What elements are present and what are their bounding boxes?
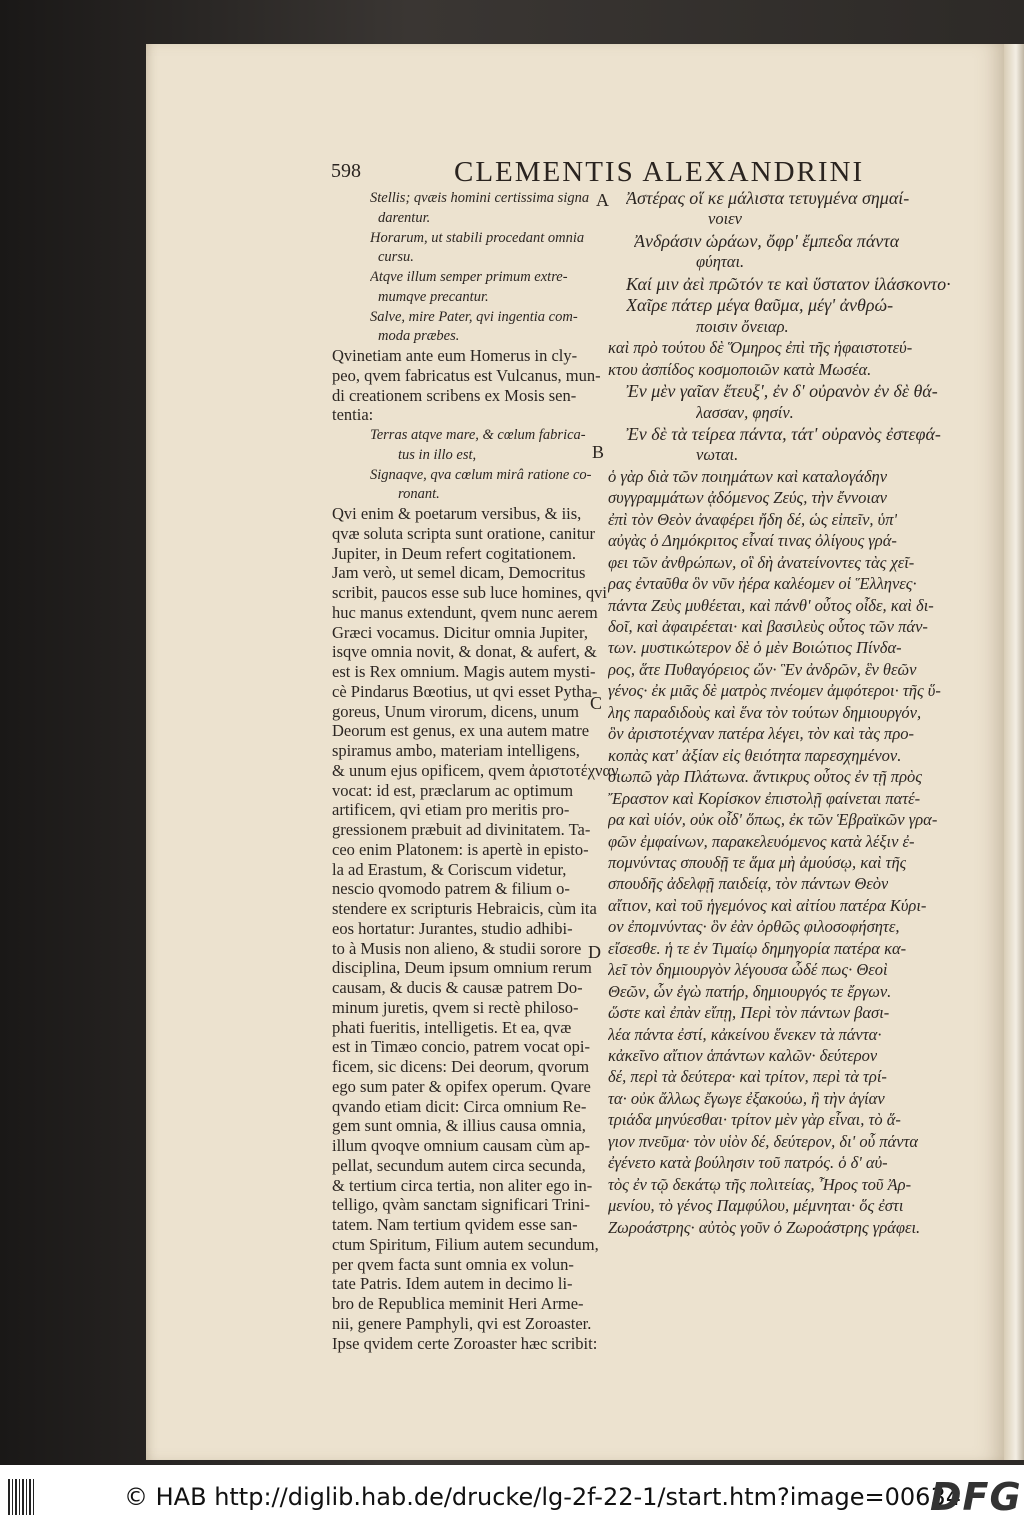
latin-text-line: Jam verò, ut semel dicam, Democritus [332, 563, 586, 583]
greek-text-line: ἐγένετο κατὰ βούλησιν τοῦ πατρός. ὁ δ' αὐ- [608, 1153, 888, 1173]
latin-text-line: & tertium circa tertia, non aliter ego in- [332, 1175, 593, 1195]
latin-text-line: ronant. [398, 486, 440, 503]
latin-text-line: Qvi enim & poetarum versibus, & iis, [332, 504, 582, 523]
greek-text-line: πάντα Ζεὺς μυθέεται, καὶ πάνθ' οὗτος οἶδε, καὶ δι- [608, 595, 934, 615]
greek-text-line: σπουδῆς ἀδελφῇ παιδείᾳ, τὸν πάντων Θεὸν [608, 874, 889, 894]
latin-text-line: vocat: id est, præclarum ac optimum [332, 780, 574, 800]
margin-marker-c: C [590, 693, 603, 713]
greek-text-line: τα· οὐκ ἄλλως ἔγωγε ἐξακούω, ἢ τὴν ἁγίαν [608, 1088, 885, 1108]
greek-text-line: ον ἐπομνύντας· ὃν ἐὰν ὀρθῶς φιλοσοφήσητε, [608, 917, 900, 937]
latin-text-line: qvando etiam dicit: Circa omnium Re- [332, 1096, 587, 1116]
latin-text-line: ctum Spiritum, Filium autem secundum, [332, 1234, 599, 1254]
latin-text-line: tentia: [332, 405, 374, 425]
latin-text-line: spiramus ambo, materiam intelligens, [332, 741, 580, 760]
greek-text-line: πομνύντας σπουδῇ τε ἅμα μὴ ἀμούσῳ, καὶ τῆς [608, 852, 907, 872]
greek-text-line: ρας ἐνταῦθα ὃν νῦν ἠέρα καλέομεν οἱ Ἕλληνες· [608, 574, 917, 594]
latin-text-line: Ipse qvidem certe Zoroaster hæc scribit: [332, 1333, 598, 1353]
latin-text-line: tatem. Nam tertium qvidem esse san- [332, 1215, 578, 1234]
latin-text-line: & unum ejus opificem, qvem ἀριστοτέχναν [332, 760, 619, 780]
running-title: CLEMENTIS ALEXANDRINI [454, 156, 865, 188]
greek-text-line: λέα πάντα ἐστί, κἀκείνου ἕνεκεν τὰ πάντα· [608, 1024, 882, 1044]
greek-text-line: κτου ἀσπίδος κοσμοποιῶν κατὰ Μωσέα. [608, 359, 872, 379]
latin-text-line: Signaqve, qva cœlum mirâ ratione co- [370, 466, 592, 483]
greek-text-line: σιωπῶ γὰρ Πλάτωνα. ἄντικρυς οὗτος ἐν τῇ πρὸς [608, 767, 922, 787]
greek-text-line: αὐγὰς ὁ Δημόκριτος εἶναί τινας ὀλίγους γρά- [608, 531, 897, 551]
greek-text-line: Ἐν μὲν γαῖαν ἔτευξ', ἐν δ' οὐρανὸν ἐν δὲ θά- [626, 381, 938, 402]
latin-text-line: nescio qvomodo patrem & filium o- [332, 879, 570, 899]
latin-text-line: tate Patris. Idem autem in decimo li- [332, 1274, 573, 1294]
latin-text-line: scribit, paucos esse sub luce homines, qvi [332, 583, 607, 602]
greek-text-line: κοπὰς κατ' ἀξίαν εἰς θειότητα παρεσχημένον. [608, 745, 902, 765]
latin-text-line: moda præbes. [378, 328, 460, 345]
latin-text-line: cè Pindarus Bœotius, ut qvi esset Pytha- [332, 681, 598, 701]
latin-text-line: telligo, qvàm sanctam significari Trini- [332, 1195, 591, 1215]
latin-text-line: isqve omnia novit, & donat, & aufert, & [332, 642, 597, 662]
latin-text-line: la ad Erastum, & Coriscum videtur, [332, 859, 567, 879]
latin-text-line: ego sum pater & opifex operum. Qvare [332, 1076, 591, 1096]
latin-text-line: Jupiter, in Deum refert cogitationem. [332, 543, 577, 563]
latin-text-line: darentur. [378, 209, 431, 226]
dfg-logo: DFG [930, 1475, 1022, 1519]
margin-marker-d: D [588, 942, 601, 962]
latin-text-line: disciplina, Deum ipsum omnium rerum [332, 958, 592, 978]
latin-text-line: Terras atqve mare, & cœlum fabrica- [370, 427, 586, 443]
latin-text-line: Salve, mire Pater, qvi ingentia com- [370, 308, 578, 325]
greek-text-line: ρος, ἅτε Πυθαγόρειος ὤν· Ἓν ἀνδρῶν, ἓν θεῶν [608, 659, 917, 679]
greek-text-line: εἴσεσθε. ἡ τε ἐν Τιμαίῳ δημηγορία πατέρα κα- [608, 938, 907, 958]
page-number: 598 [331, 160, 361, 182]
greek-text-line: Χαῖρε πάτερ μέγα θαῦμα, μέγ' ἀνθρώ- [626, 295, 894, 316]
greek-text-line: ἐπὶ τὸν Θεὸν ἀναφέρει ἤδη δέ, ὡς εἰπεῖν, ὑπ' [608, 509, 898, 529]
latin-text-line: to à Musis non alieno, & studii sorore [332, 938, 582, 958]
greek-text-line: λασσαν, φησίν. [696, 402, 794, 422]
latin-text-line: est in Timæo concio, patrem vocat opi- [332, 1037, 591, 1057]
latin-text-line: eos hortatur: Jurantes, studio adhibi- [332, 918, 573, 938]
greek-text-line: λεῖ τὸν δημιουργὸν λέγουσα ὧδέ πως· Θεοὶ [608, 960, 888, 980]
latin-text-line: illum qvoqve omnium causam cùm ap- [332, 1136, 590, 1155]
latin-text-line: pellat, secundum autem circa secunda, [332, 1155, 586, 1175]
copyright-url[interactable]: © HAB http://diglib.hab.de/drucke/lg-2f-22-1/start.htm?image=00634 [124, 1483, 961, 1511]
latin-text-line: gressionem præbuit ad divinitatem. Ta- [332, 820, 591, 839]
greek-text-line: λης παραδιδοὺς καὶ ἕνα τὸν τούτων δημιουργόν, [608, 702, 922, 722]
barcode-icon [8, 1479, 36, 1515]
latin-text-line: ceo enim Platonem: is apertè in episto- [332, 839, 589, 859]
greek-text-line: Ἐν δὲ τὰ τείρεα πάντα, τάτ' οὐρανὸς ἐστεφά- [626, 423, 941, 444]
greek-text-line: νωται. [696, 445, 739, 465]
greek-text-line: καὶ πρὸ τούτου δὲ Ὅμηρος ἐπὶ τῆς ἡφαιστοτεύ- [608, 338, 913, 358]
latin-text-line: Græci vocamus. Dicitur omnia Jupiter, [332, 622, 588, 642]
latin-text-line: huc manus extendunt, qvem nunc aerem [332, 602, 598, 622]
greek-text-line: γένος· ἐκ μιᾶς δὲ ματρὸς πνέομεν ἀμφότεροι· τῆς ὕ- [608, 681, 941, 701]
latin-text-line: phati fueritis, intelligetis. Et ea, qvæ [332, 1017, 572, 1037]
latin-text-line: qvæ soluta scripta sunt oratione, canitur [332, 523, 596, 543]
latin-text-line: tus in illo est, [398, 446, 477, 463]
latin-text-line: Stellis; qvæis homini certissima signa [370, 190, 590, 206]
latin-text-line: goreus, Unum virorum, dicens, unum [332, 701, 580, 721]
greek-text-line: Ἀνδράσιν ὡράων, ὄφρ' ἔμπεδα πάντα [634, 230, 900, 251]
greek-text-line: φει τῶν ἀνθρώπων, οἳ δὴ ἀνατείνοντες τὰς χεῖ- [608, 552, 915, 572]
latin-text-line: bro de Republica meminit Heri Arme- [332, 1294, 584, 1313]
greek-text-line: Καί μιν ἀεὶ πρῶτόν τε καὶ ὕστατον ἱλάσκοντο· [626, 273, 951, 294]
greek-text-line: νοιεν [708, 209, 742, 229]
greek-text-line: ὃν ἀριστοτέχναν πατέρα λέγει, τὸν καὶ τὰς προ- [608, 724, 914, 744]
greek-text-line: μενίου, τὸ γένος Παμφύλου, μέμνηται· ὅς ἐστι [608, 1196, 904, 1216]
greek-text-line: ρα καὶ υἱόν, οὐκ οἶδ' ὅπως, ἐκ τῶν Ἑβραϊκῶν γρα- [608, 810, 938, 830]
page-header [331, 156, 1011, 190]
latin-text-line: mumqve precantur. [378, 288, 489, 305]
latin-text-line: est is Rex omnium. Magis autem mysti- [332, 662, 596, 681]
greek-text-line: ποισιν ὄνειαρ. [696, 316, 789, 336]
latin-text-line: ficem, sic dicens: Dei deorum, qvorum [332, 1057, 590, 1076]
latin-text-line: causam, & ducis & causæ patrem Do- [332, 978, 583, 997]
latin-text-line: gem sunt omnia, & illius causa omnia, [332, 1116, 586, 1136]
margin-marker-a: A [596, 190, 609, 210]
latin-text-line: Atqve illum semper primum extre- [370, 269, 568, 285]
latin-text-line: cursu. [378, 249, 414, 266]
footer-bar [0, 1465, 1024, 1529]
greek-text-line: δέ, περὶ τὰ δεύτερα· καὶ τρίτον, περὶ τὰ τρί- [608, 1067, 887, 1087]
latin-text-line: minum juretis, qvem si rectè philoso- [332, 997, 579, 1017]
greek-text-line: κἀκεῖνο αἴτιον ἁπάντων καλῶν· δεύτερον [608, 1046, 878, 1065]
latin-text-line: Deorum est genus, ex una autem matre [332, 721, 590, 741]
latin-text-line: di creationem scribens ex Mosis sen- [332, 385, 577, 405]
greek-text-line: Ἔραστον καὶ Κορίσκον ἐπιστολῇ φαίνεται πατέ- [608, 788, 921, 808]
latin-text-line: peo, qvem fabricatus est Vulcanus, mun- [332, 365, 601, 385]
latin-text-line: nii, genere Pamphyli, qvi est Zoroaster. [332, 1313, 592, 1333]
greek-text-line: ὁ γὰρ διὰ τῶν ποιημάτων καὶ καταλογάδην [608, 466, 888, 486]
margin-marker-b: B [592, 442, 605, 462]
greek-text-line: των. μυστικώτερον δὲ ὁ μὲν Βοιώτιος Πίνδα- [608, 638, 902, 658]
page-edge [1004, 44, 1024, 1460]
greek-text-line: Ἀστέρας οἵ κε μάλιστα τετυγμένα σημαί- [626, 188, 910, 208]
greek-text-line: Θεῶν, ὧν ἐγὼ πατήρ, δημιουργός τε ἔργων. [608, 981, 892, 1001]
latin-text-line: stendere ex scripturis Hebraicis, cùm ita [332, 899, 597, 918]
greek-text-line: γιον πνεῦμα· τὸν υἱὸν δέ, δεύτερον, δι' οὗ πάντα [608, 1131, 919, 1151]
greek-text-line: τριάδα μηνύεσθαι· τρίτον μὲν γὰρ εἶναι, τὸ ἅ- [608, 1110, 901, 1130]
greek-text-line: συγγραμμάτων ᾀδόμενος Ζεύς, τὴν ἔννοιαν [608, 488, 887, 508]
greek-text-line: αἴτιον, καὶ τοῦ ἡγεμόνος καὶ αἰτίου πατέρα Κύρι- [608, 895, 927, 915]
latin-text-line: per qvem facta sunt omnia ex volun- [332, 1254, 574, 1274]
greek-text-line: ὥστε καὶ ἐπὰν εἴπῃ, Περὶ τὸν πάντων βασι- [608, 1003, 890, 1023]
latin-text-line: artificem, qvi etiam pro meritis pro- [332, 800, 570, 820]
greek-text-line: δοῖ, καὶ ἀφαιρέεται· καὶ βασιλεὺς οὗτος τῶν πάν- [608, 617, 928, 636]
latin-text-line: Qvinetiam ante eum Homerus in cly- [332, 346, 578, 365]
greek-text-line: φῶν ἐμφαίνων, παρακελευόμενος κατὰ λέξιν ἐ- [608, 831, 915, 851]
greek-text-line: τὸς ἐν τῷ δεκάτῳ τῆς πολιτείας, Ἦρος τοῦ Ἀρ- [608, 1174, 912, 1194]
latin-text-line: Horarum, ut stabili procedant omnia [370, 229, 585, 246]
greek-text-line: Ζωροάστρης· αὐτὸς γοῦν ὁ Ζωροάστρης γράφει. [608, 1217, 921, 1237]
greek-text-line: φύηται. [696, 252, 745, 272]
